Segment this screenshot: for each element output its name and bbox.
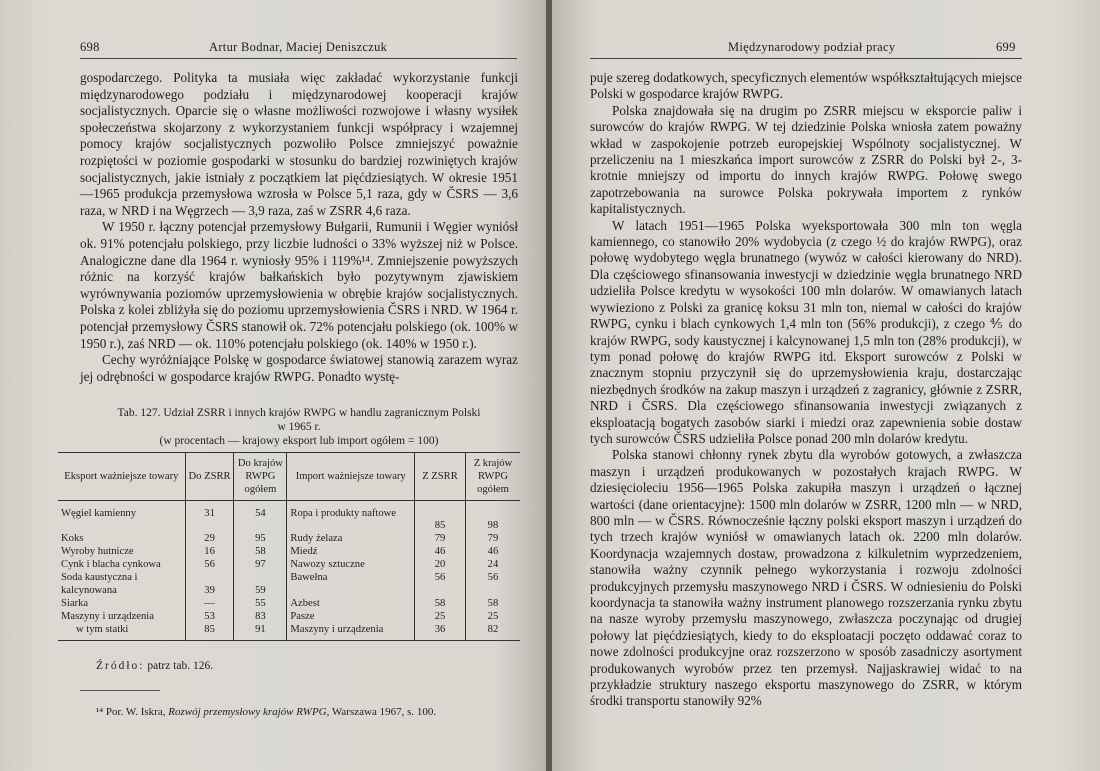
import-name: Rudy żelaza [287, 532, 415, 545]
col-header-import: Import ważniejsze towary [287, 453, 415, 501]
import-name: Miedź [287, 545, 415, 558]
footnote-marker: ¹⁴ [96, 706, 104, 718]
cell: 85 [185, 623, 234, 641]
cell: 46 [465, 545, 520, 558]
source-label: Źródło: [96, 660, 145, 672]
cell: 58 [415, 597, 466, 610]
col-header-from-rwpg: Z krajów RWPG ogółem [465, 453, 520, 501]
export-name: Maszyny i urządzenia [61, 611, 154, 622]
paragraph: W 1950 r. łączny potencjał przemysłowy Bułgarii, Rumunii i Węgier wyniósł ok. 91% potencjału polskiego, przy liczbie ludności o 33% wyższej niż w Polsce. Analogiczne dane dla 1964 r. wyniosły 95% i 119%¹⁴. Zmniejszenie powyższych różnic na korzyść krajów bałkańskich było pozytywnym zjawiskiem wyrównywania poziomów uprzemysłowienia w obrębie krajów socjalistycznych. Polska z kolei zbliżyła się do poziomu uprzemysłowienia ČSRS i NRD. W 1964 r. potencjał przemysłowy ČSRS stanowił ok. 72% potencjału polskiego (ok. 100% w 1950 r.), zaś NRD — ok. 110% potencjału polskiego (ok. 140% w 1950 r.). [80, 219, 518, 351]
paragraph: Cechy wyróżniające Polskę w gospodarce światowej stanowią zarazem wyraz jej odrębności w gospodarce krajów RWPG. Ponadto wystę- [80, 352, 518, 384]
paragraph: W latach 1951—1965 Polska wyeksportowała 300 mln ton węgla kamiennego, co stanowiło 20% wydobycia (z czego ½ do krajów RWPG), oraz połowę wydobytego węgla brunatnego (wywóz w całości kierowany do NRD). Dla częściowego sfinansowania inwestycji w dziedzinie węgla brunatnego NRD udzieliła Polsce kredytu w wysokości 100 mln dolarów. W omawianych latach wywieziono z Polski za granicę koksu 31 mln ton, niemal w całości do krajów RWPG, cynku i blach cynkowych 1,4 mln ton (56% produkcji), z czego ⅘ do krajów RWPG, sody kaustycznej i kalcynowanej 1,5 mln ton (28% produkcji), w tym ponad połowę do krajów RWPG itd. Eksport surowców z Polski w znacznym stopniu przyczynił się do uprzemysłowienia kraju, dostarczając niezbędnych środków na zakup maszyn i urządzeń z zagranicy, głównie z ZSRR, NRD i ČSRS. Dla częściowego sfinansowania inwestycji związanych z eksploatacją bogatych zasobów siarki i miedzi oraz zapewnienia sobie dostaw tych surowców ČSRS udzieliła Polsce ponad 200 mln dolarów kredytu. [590, 217, 1022, 446]
export-name: Wyroby hutnicze [61, 546, 134, 557]
cell: 36 [415, 623, 466, 641]
export-name: Węgiel kamienny [61, 508, 137, 519]
header-rule-right [590, 58, 1022, 59]
cell: 24 [465, 558, 520, 571]
cell: 59 [234, 571, 287, 597]
cell: 82 [465, 623, 520, 641]
import-name: Bawełna [287, 571, 415, 597]
import-name: Azbest [287, 597, 415, 610]
source-text: patrz tab. 126. [147, 660, 214, 672]
footnote-rule [80, 690, 160, 691]
cell: 79 [415, 532, 466, 545]
import-name: Nawozy sztuczne [287, 558, 415, 571]
paragraph: Polska znajdowała się na drugim po ZSRR miejscu w eksporcie paliw i surowców do krajów RWPG. W tej dziedzinie Polska wniosła zatem poważny wkład w zaspokojenie potrzeb europejskiej Wspólnoty socjalistycznej. W przeliczeniu na 1 mieszkańca import surowców z ZSRR do Polski był 2-, 3-krotnie mniejszy od importu do innych krajów RWPG. Połowę swego zapotrzebowania na surowce Polska pokrywała importem z rynków kapitalistycznych. [590, 102, 1022, 217]
trade-table [58, 452, 520, 641]
paragraph: puje szereg dodatkowych, specyficznych elementów współkształtujących miejsce Polski w gospodarce krajów RWPG. [590, 70, 1022, 102]
cell: 29 [185, 532, 234, 545]
cell: 25 [415, 610, 466, 623]
cell: 91 [234, 623, 287, 641]
cell: 97 [234, 558, 287, 571]
col-header-to-rwpg: Do krajów RWPG ogółem [234, 453, 287, 501]
import-name: Pasze [287, 610, 415, 623]
cell: 20 [415, 558, 466, 571]
cell: 46 [415, 545, 466, 558]
right-body-text [590, 70, 1022, 710]
cell: 54 [234, 501, 287, 533]
footnote [96, 706, 436, 718]
cell: 25 [465, 610, 520, 623]
page-number-right: 699 [996, 40, 1016, 54]
cell: 31 [185, 501, 234, 533]
cell: 39 [185, 571, 234, 597]
footnote-prefix: Por. W. Iskra, [105, 706, 166, 718]
cell: 53 [185, 610, 234, 623]
table-source [96, 660, 213, 672]
right-page [552, 0, 1100, 771]
cell: 83 [234, 610, 287, 623]
left-body-text [80, 70, 518, 385]
col-header-from-zsrr: Z ZSRR [415, 453, 466, 501]
cell: 56 [415, 571, 466, 597]
export-name: Soda kaustyczna i kalcynowana [61, 572, 138, 596]
footnote-title: Rozwój przemysłowy krajów RWPG [168, 706, 327, 718]
import-name: Maszyny i urządzenia [287, 623, 415, 641]
export-name: Cynk i blacha cynkowa [61, 559, 161, 570]
table-caption-line: w 1965 r. [277, 421, 321, 433]
col-header-export: Eksport ważniejsze towary [58, 453, 185, 501]
table-caption [80, 406, 518, 448]
running-head-left: Artur Bodnar, Maciej Deniszczuk [209, 40, 388, 54]
cell: 58 [234, 545, 287, 558]
import-name: Ropa i produkty naftowe [287, 501, 415, 533]
cell: 58 [465, 597, 520, 610]
cell: 56 [465, 571, 520, 597]
cell: 98 [465, 501, 520, 533]
paragraph: gospodarczego. Polityka ta musiała więc zakładać wykorzystanie funkcji międzynarodowego podziału i międzynarodowej kooperacji krajów socjalistycznych. Oparcie się o własne możliwości rozwojowe i własny wysiłek społeczeństwa skojarzony z wykorzystaniem funkcji współpracy i wzajemnej pomocy krajów socjalistycznych pozwoliło Polsce zmniejszyć poważnie rozpiętości w poziomie gospodarki w stosunku do bardziej rozwiniętych krajów socjalistycznych, jakie istniały z początkiem lat pięćdziesiątych. W okresie 1951—1965 produkcja przemysłowa wzrosła w Polsce 5,1 raza, gdy w ČSRS — 3,6 raza, w NRD i na Węgrzech — 3,9 raza, zaś w ZSRR 4,6 raza. [80, 70, 518, 218]
footnote-suffix: , Warszawa 1967, s. 100. [326, 706, 437, 718]
export-name: w tym statki [58, 623, 185, 641]
export-name: Siarka [61, 598, 89, 609]
running-head-right: Międzynarodowy podział pracy [728, 40, 896, 54]
paragraph: Polska stanowi chłonny rynek zbytu dla wyrobów gotowych, a zwłaszcza maszyn i urządzeń produkowanych w pozostałych krajach RWPG. W dziesięcioleciu 1956—1965 Polska zakupiła maszyn i urządzeń o łącznej wartości (dane orientacyjne): 1500 mln dolarów w ZSRR, 1200 mln — w NRD, 800 mln — w ČSRS. Równocześnie łączny polski eksport maszyn i urządzeń do tych trzech krajów wyniósł w omawianych latach ok. 2200 mln dolarów. Koordynacja wzajemnych dostaw, prowadzona z kilkuletnim wyprzedzeniem, stanowiła ważny czynnik pełnego wykorzystania i rozwoju zdolności produkcyjnych przemysłu maszynowego NRD i ČSRS. W odniesieniu do Polski koordynacja ta stanowiła ważny instrument planowego rozszerzania rynku zbytu na nasze wyroby przemysłu maszynowego, zwłaszcza poczynając od drugiej połowy lat pięćdziesiątych, kiedy to do eksploatacji poczęto oddawać coraz to nowe zdolności produkcyjne oraz rozszerzono w sposób zasadniczy asortyment produkowanych wyrobów przez ten przemysł. Najjaskrawiej widać to na przykładzie struktury naszego eksportu maszynowego do ZSRR, w którym środki transportu stanowiły 92% [590, 447, 1022, 709]
header-rule-left [80, 58, 517, 59]
table-caption-line: (w procentach — krajowy eksport lub import ogółem = 100) [159, 435, 439, 447]
left-page [0, 0, 548, 771]
cell: — [185, 597, 234, 610]
cell: 85 [415, 501, 466, 533]
cell: 55 [234, 597, 287, 610]
col-header-to-zsrr: Do ZSRR [185, 453, 234, 501]
table-caption-line: Tab. 127. Udział ZSRR i innych krajów RWPG w handlu zagranicznym Polski [117, 407, 481, 419]
cell: 16 [185, 545, 234, 558]
export-name: Koks [61, 533, 84, 544]
cell: 79 [465, 532, 520, 545]
cell: 56 [185, 558, 234, 571]
page-number-left: 698 [80, 40, 100, 54]
cell: 95 [234, 532, 287, 545]
